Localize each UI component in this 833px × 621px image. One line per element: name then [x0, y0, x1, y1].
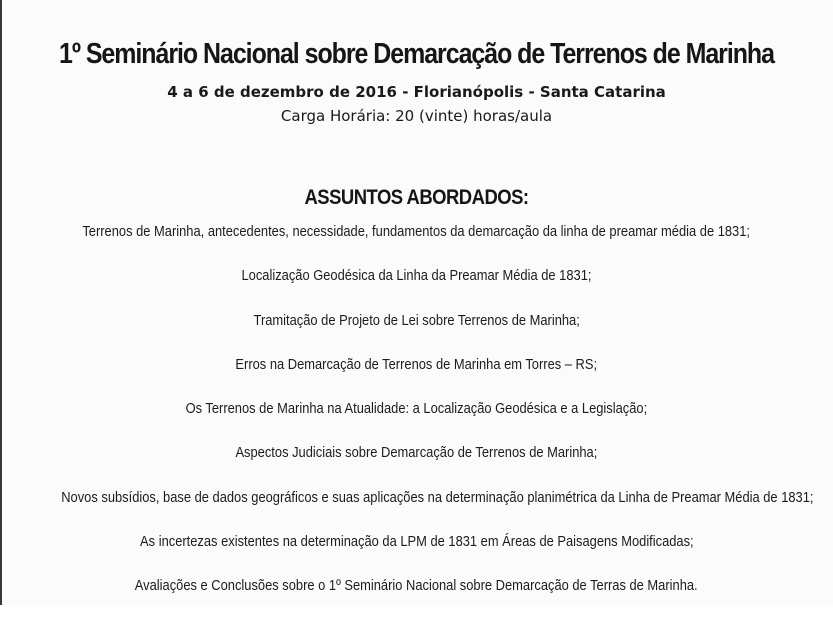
topic-text: Tramitação de Projeto de Lei sobre Terrenos de Marinha;	[253, 311, 580, 329]
topic-item	[0, 311, 833, 355]
seminar-title: 1º Seminário Nacional sobre Demarcação de Terrenos de Marinha	[59, 38, 774, 70]
workload: Carga Horária: 20 (vinte) horas/aula	[280, 107, 553, 125]
topic-item	[0, 355, 833, 399]
topics-heading: ASSUNTOS ABORDADOS:	[304, 186, 529, 209]
topic-item	[0, 399, 833, 443]
topic-text: As incertezas existentes na determinação da LPM de 1831 em Áreas de Paisagens Modificadas;	[139, 533, 694, 551]
topic-text: Novos subsídios, base de dados geográficos e suas aplicações na determinação planimétrica da Linha de Preamar Média de 1831;	[61, 488, 814, 506]
topic-text: Aspectos Judiciais sobre Demarcação de Terrenos de Marinha;	[235, 444, 598, 462]
topic-item	[0, 222, 833, 266]
dates-location: 4 a 6 de dezembro de 2016 - Florianópolis - Santa Catarina	[167, 83, 666, 101]
topic-item	[0, 443, 833, 487]
topic-text: Localização Geodésica da Linha da Preamar Média de 1831;	[241, 267, 592, 285]
topic-text: Erros na Demarcação de Terrenos de Marinha em Torres – RS;	[235, 355, 598, 373]
topic-text: Terrenos de Marinha, antecedentes, necessidade, fundamentos da demarcação da linha de preamar média de 1831;	[82, 223, 751, 240]
topic-text: Os Terrenos de Marinha na Atualidade: a Localização Geodésica e a Legislação;	[185, 400, 648, 418]
topic-item	[0, 532, 833, 576]
topic-item	[0, 266, 833, 310]
topics-list	[0, 222, 833, 621]
topic-item	[0, 576, 833, 620]
topic-item	[0, 488, 833, 532]
topic-text: Avaliações e Conclusões sobre o 1º Seminário Nacional sobre Demarcação de Terras de Marinha.	[135, 577, 698, 595]
